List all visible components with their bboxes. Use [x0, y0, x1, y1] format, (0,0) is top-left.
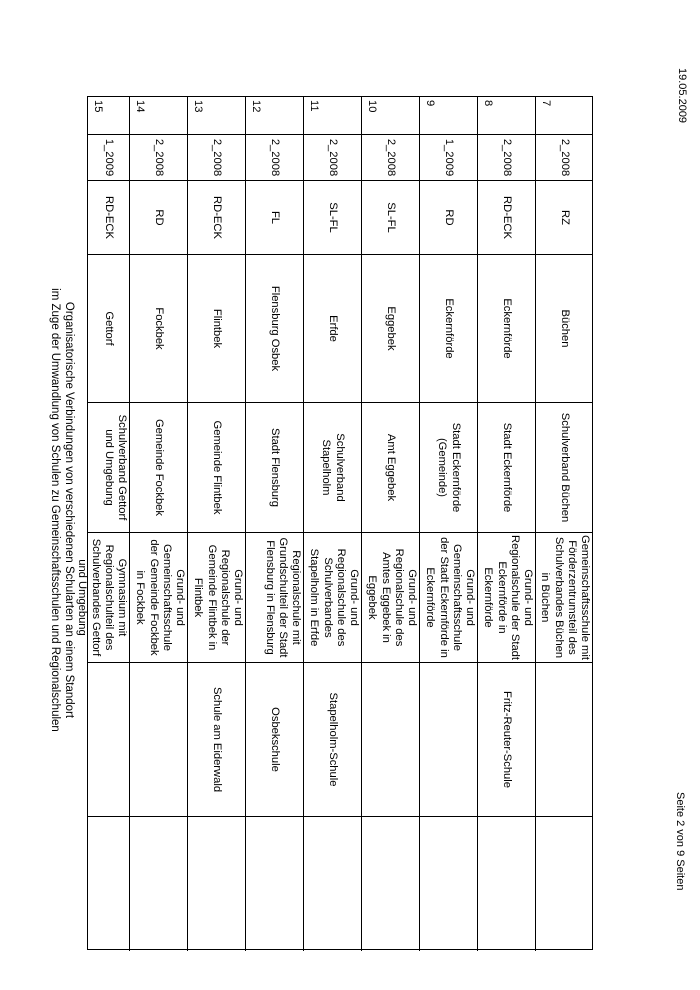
row-kreis: FL: [246, 181, 303, 255]
row-schulart: Grund- und Regionalschule des Amtes Eggebek in Eggebek: [362, 533, 419, 663]
row-schulname: Stapelholm-Schule: [304, 663, 361, 817]
table-row: [76, 97, 129, 951]
row-number: 11: [304, 97, 361, 135]
row-schulname: [88, 663, 129, 817]
row-ort: Flensburg Osbek: [246, 255, 303, 403]
row-schulname: Osbekschule: [246, 663, 303, 817]
row-schulname: Fritz-Reuter-Schule: [478, 663, 535, 817]
row-date: 2_2008: [188, 135, 245, 181]
row-extra: [420, 817, 477, 951]
row-number: 9: [420, 97, 477, 135]
row-number: 13: [188, 97, 245, 135]
page-title: [48, 70, 76, 950]
row-number: 7: [536, 97, 592, 135]
row-date: 2_2008: [478, 135, 535, 181]
row-ort: Eckernförde: [420, 255, 477, 403]
row-extra: [536, 817, 592, 951]
row-schulart: Gymnasium mit Regionalschulteil des Schulverbandes Gettorf und Umgebung: [88, 533, 129, 663]
row-traeger: Stadt Eckernförde (Gemeinde): [420, 403, 477, 533]
page-number: Seite 2 von 9 Seiten: [674, 792, 686, 891]
row-traeger: Amt Eggebek: [362, 403, 419, 533]
row-date: 2_2008: [536, 135, 592, 181]
row-kreis: RD: [130, 181, 187, 255]
row-traeger: Schulverband Stapelholm: [304, 403, 361, 533]
row-schulname: [130, 663, 187, 817]
row-schulname: [362, 663, 419, 817]
row-extra: [304, 817, 361, 951]
title-line-1: Organisatorische Verbindungen von verschiedenen Schularten an einem Standort: [63, 301, 75, 719]
row-extra: [478, 817, 535, 951]
table-row: [361, 97, 419, 951]
row-number: 14: [130, 97, 187, 135]
row-ort: Erfde: [304, 255, 361, 403]
row-schulname: [420, 663, 477, 817]
row-ort: Fockbek: [130, 255, 187, 403]
row-number: 10: [362, 97, 419, 135]
row-kreis: RD: [420, 181, 477, 255]
row-date: 2_2008: [246, 135, 303, 181]
row-ort: Flintbek: [188, 255, 245, 403]
row-traeger: Stadt Flensburg: [246, 403, 303, 533]
row-date: 1_2009: [88, 135, 129, 181]
table-row: [129, 97, 187, 951]
title-line-2: im Zuge der Umwandlung von Schulen zu Gemeinschaftsschulen und Regionalschulen: [49, 288, 61, 732]
row-schulart: Grund- und Regionalschule der Gemeinde Flintbek in Flintbek: [188, 533, 245, 663]
row-extra: [88, 817, 129, 951]
row-schulart: Grund- und Gemeinschaftsschule der Gemeinde Fockbek in Fockbek: [130, 533, 187, 663]
row-traeger: Gemeinde Flintbek: [188, 403, 245, 533]
row-number: 12: [246, 97, 303, 135]
row-date: 1_2009: [420, 135, 477, 181]
row-kreis: RD-ECK: [188, 181, 245, 255]
row-ort: Büchen: [536, 255, 592, 403]
row-traeger: Gemeinde Fockbek: [130, 403, 187, 533]
row-kreis: RD-ECK: [88, 181, 129, 255]
row-ort: Gettorf: [88, 255, 129, 403]
school-table: [76, 96, 593, 950]
table-row: [535, 97, 592, 951]
row-extra: [188, 817, 245, 951]
row-schulart: Gemeinschaftsschule mit Förderzentrumsteil des Schulverbandes Büchen in Büchen: [536, 533, 592, 663]
row-extra: [130, 817, 187, 951]
table-row: [477, 97, 535, 951]
row-ort: Eggebek: [362, 255, 419, 403]
table-row: [419, 97, 477, 951]
row-date: 2_2008: [304, 135, 361, 181]
row-date: 2_2008: [362, 135, 419, 181]
row-schulart: Grund- und Regionalschule des Schulverbandes Stapelholm in Erfde: [304, 533, 361, 663]
row-extra: [246, 817, 303, 951]
row-schulname: Schule am Eiderwald: [188, 663, 245, 817]
table-row: [303, 97, 361, 951]
row-date: 2_2008: [130, 135, 187, 181]
row-traeger: Schulverband Gettorf und Umgebung: [88, 403, 129, 533]
row-schulart: Regionalschule mit Grundschulteil der Stadt Flensburg in Flensburg: [246, 533, 303, 663]
row-kreis: SL-FL: [304, 181, 361, 255]
row-extra: [362, 817, 419, 951]
row-schulname: [536, 663, 592, 817]
row-number: 15: [88, 97, 129, 135]
row-kreis: SL-FL: [362, 181, 419, 255]
row-ort: Eckernförde: [478, 255, 535, 403]
row-schulart: Grund- und Regionalschule der Stadt Eckernförde in Eckernförde: [478, 533, 535, 663]
table-row: [187, 97, 245, 951]
row-traeger: Schulverband Büchen: [536, 403, 592, 533]
row-schulart: Grund- und Gemeinschaftsschule der Stadt Eckernförde in Eckernförde: [420, 533, 477, 663]
row-number: 8: [478, 97, 535, 135]
row-kreis: RD-ECK: [478, 181, 535, 255]
row-kreis: RZ: [536, 181, 592, 255]
row-traeger: Stadt Eckernförde: [478, 403, 535, 533]
document-date: 19.05.2009: [676, 68, 688, 124]
table-row: [245, 97, 303, 951]
